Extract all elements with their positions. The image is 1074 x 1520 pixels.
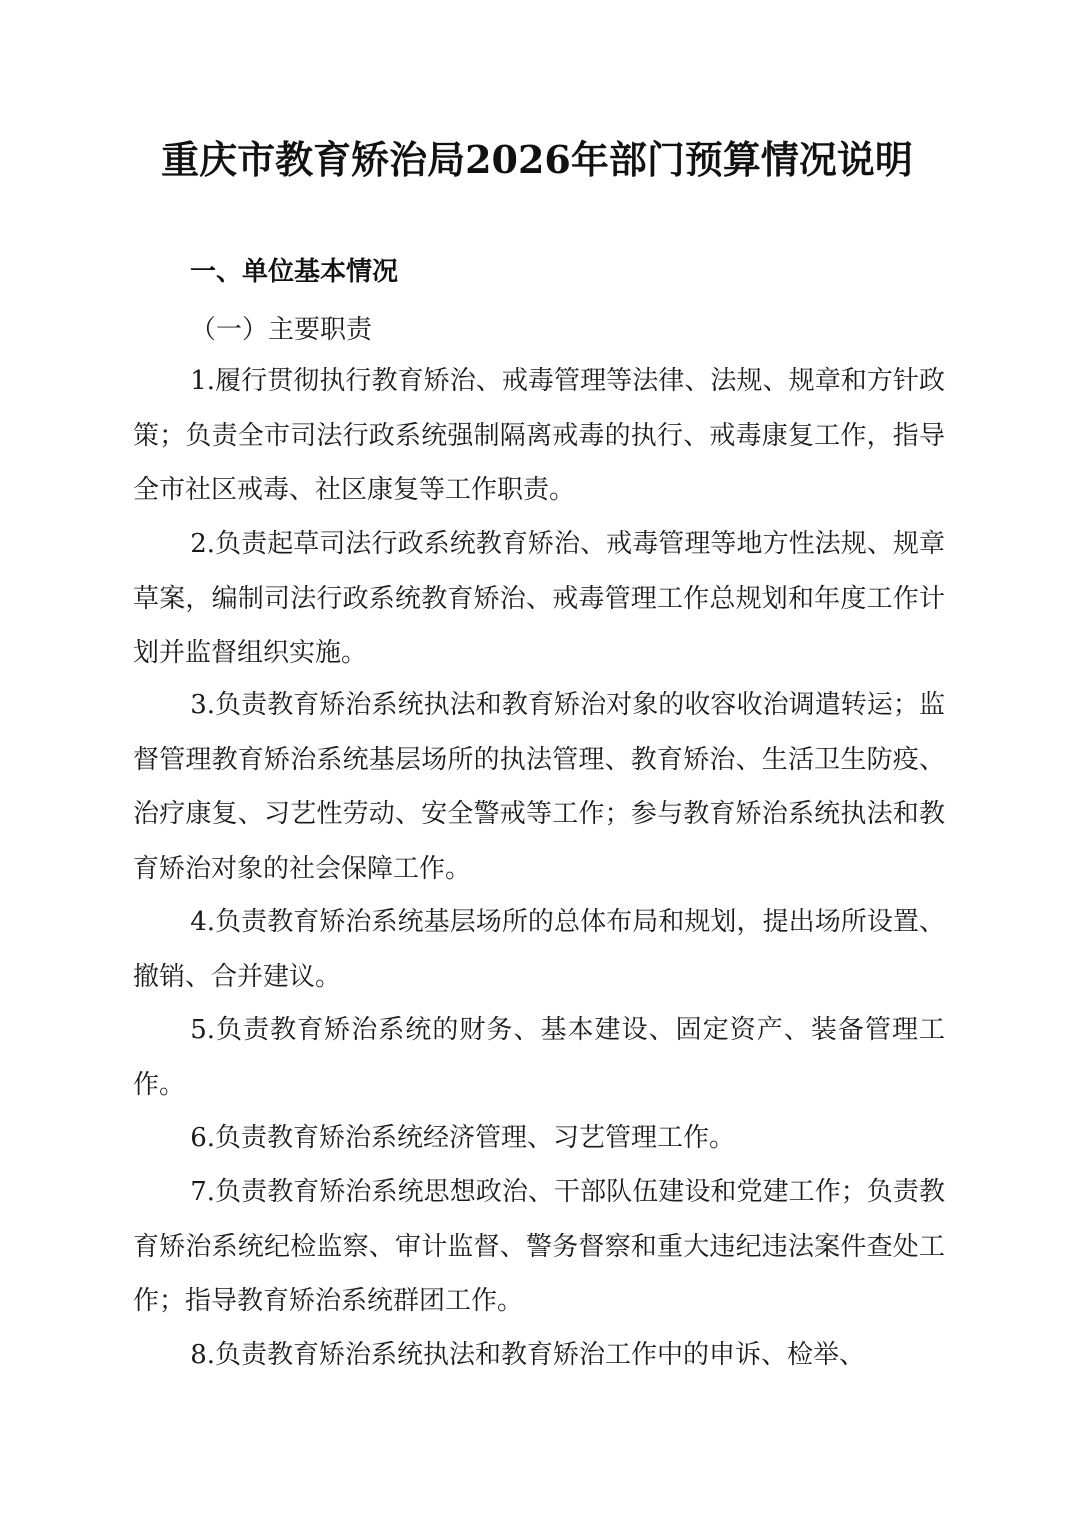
- duty-paragraph-3: 3.负责教育矫治系统执法和教育矫治对象的收容收治调遣转运；监督管理教育矫治系统基层场所的执法管理、教育矫治、生活卫生防疫、治疗康复、习艺性劳动、安全警戒等工作；参与教育矫治系统执法和教育矫治对象的社会保障工作。: [133, 690, 945, 884]
- document-title: 重庆市教育矫治局2026年部门预算情况说明: [161, 137, 913, 182]
- section-heading-basic-info: 一、单位基本情况: [190, 257, 399, 287]
- subsection-heading-main-duties: （一）主要职责: [190, 315, 373, 345]
- duty-paragraph-5: 5.负责教育矫治系统的财务、基本建设、固定资产、装备管理工作。: [133, 1015, 945, 1100]
- duty-paragraph-4: 4.负责教育矫治系统基层场所的总体布局和规划，提出场所设置、撤销、合并建议。: [133, 907, 945, 992]
- duty-paragraph-1: 1.履行贯彻执行教育矫治、戒毒管理等法律、法规、规章和方针政策；负责全市司法行政系统强制隔离戒毒的执行、戒毒康复工作，指导全市社区戒毒、社区康复等工作职责。: [133, 366, 945, 505]
- duty-paragraph-2: 2.负责起草司法行政系统教育矫治、戒毒管理等地方性法规、规章草案，编制司法行政系统教育矫治、戒毒管理工作总规划和年度工作计划并监督组织实施。: [133, 529, 945, 668]
- duty-paragraph-8: 8.负责教育矫治系统执法和教育矫治工作中的申诉、检举、: [190, 1340, 865, 1370]
- duty-paragraph-6: 6.负责教育矫治系统经济管理、习艺管理工作。: [190, 1123, 735, 1153]
- duty-paragraph-7: 7.负责教育矫治系统思想政治、干部队伍建设和党建工作；负责教育矫治系统纪检监察、审计监督、警务督察和重大违纪违法案件查处工作；指导教育矫治系统群团工作。: [133, 1177, 945, 1316]
